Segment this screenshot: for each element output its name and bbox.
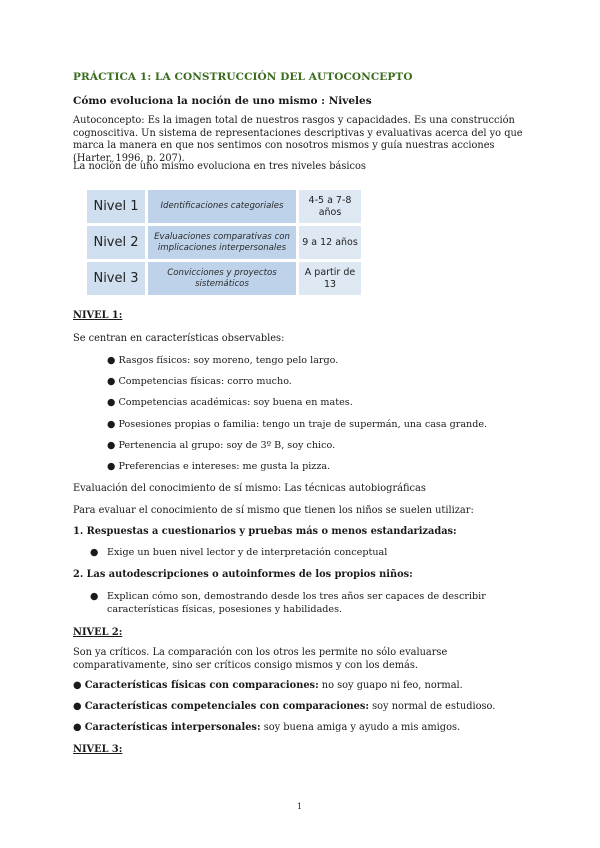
list-item: ● Características interpersonales: soy buena amiga y ayudo a mis amigos. — [73, 722, 461, 733]
list-item: ● Competencias físicas: corro mucho. — [107, 376, 292, 387]
level-cell: Nivel 2 — [87, 226, 145, 259]
bullet-icon: ● — [107, 461, 116, 472]
section-heading: Cómo evoluciona la noción de uno mismo : Niveles — [73, 95, 372, 107]
nivel2-heading: NIVEL 2: — [73, 627, 123, 638]
list-item: ● Preferencias e intereses: me gusta la pizza. — [107, 461, 331, 472]
level-description: Convicciones y proyectos sistemáticos — [148, 262, 296, 295]
level-description: Evaluaciones comparativas con implicaciones interpersonales — [148, 226, 296, 259]
bullet-icon: ● — [107, 440, 116, 451]
bullet-icon: ● — [107, 355, 116, 366]
list-item: ● Características físicas con comparaciones: no soy guapo ni feo, normal. — [73, 680, 463, 691]
method-2-detail: Explican cómo son, demostrando desde los tres años ser capaces de describir características físicas, posesiones y habilidades. — [107, 591, 486, 615]
bullet-icon: ● — [90, 547, 99, 558]
bullet-icon: ● — [73, 701, 82, 712]
bullet-icon: ● — [107, 419, 116, 430]
bullet-icon: ● — [107, 376, 116, 387]
nivel1-heading: NIVEL 1: — [73, 310, 123, 321]
levels-intro: La noción de uno mismo evoluciona en tres niveles básicos — [73, 161, 366, 172]
list-item: ● Características competenciales con comparaciones: soy normal de estudioso. — [73, 701, 496, 712]
level-description: Identificaciones categoriales — [148, 190, 296, 223]
list-item: ● Pertenencia al grupo: soy de 3º B, soy chico. — [107, 440, 336, 451]
evaluation-heading: Evaluación del conocimiento de sí mismo: Las técnicas autobiográficas — [73, 483, 426, 494]
bullet-icon: ● — [90, 591, 99, 602]
method-1-detail: Exige un buen nivel lector y de interpretación conceptual — [107, 547, 388, 558]
list-item: ● Rasgos físicos: soy moreno, tengo pelo largo. — [107, 355, 339, 366]
table-row — [87, 226, 361, 259]
list-item: ● Competencias académicas: soy buena en mates. — [107, 397, 353, 408]
bullet-icon: ● — [107, 397, 116, 408]
page-number: 1 — [297, 802, 303, 811]
evaluation-intro: Para evaluar el conocimiento de sí mismo que tienen los niños se suelen utilizar: — [73, 505, 474, 516]
list-item: ● Posesiones propias o familia: tengo un traje de supermán, una casa grande. — [107, 419, 488, 430]
levels-table — [84, 187, 364, 298]
intro-paragraph: Autoconcepto: Es la imagen total de nuestros rasgos y capacidades. Es una construcción cognoscitiva. Un sistema de representaciones descriptivas y evaluativas acerca del yo que marca la manera en que nos sentimos con nosotros mismos y guía nuestras acciones (Harter, 1996, p. 207). — [73, 115, 523, 164]
level-age: 9 a 12 años — [299, 226, 361, 259]
nivel3-heading: NIVEL 3: — [73, 744, 123, 755]
nivel2-intro: Son ya críticos. La comparación con los otros les permite no sólo evaluarse comparativamente, sino ser críticos consigo mismos y con los demás. — [73, 647, 448, 671]
nivel1-intro: Se centran en características observables: — [73, 333, 285, 344]
bullet-icon: ● — [73, 722, 82, 733]
level-cell: Nivel 1 — [87, 190, 145, 223]
table-row — [87, 190, 361, 223]
page-title: PRÁCTICA 1: LA CONSTRUCCIÓN DEL AUTOCONCEPTO — [73, 71, 413, 83]
method-2-heading: 2. Las autodescripciones o autoinformes de los propios niños: — [73, 569, 413, 580]
level-age: A partir de 13 — [299, 262, 361, 295]
method-1-heading: 1. Respuestas a cuestionarios y pruebas más o menos estandarizadas: — [73, 526, 457, 537]
level-cell: Nivel 3 — [87, 262, 145, 295]
table-row — [87, 262, 361, 295]
bullet-icon: ● — [73, 680, 82, 691]
level-age: 4-5 a 7-8 años — [299, 190, 361, 223]
